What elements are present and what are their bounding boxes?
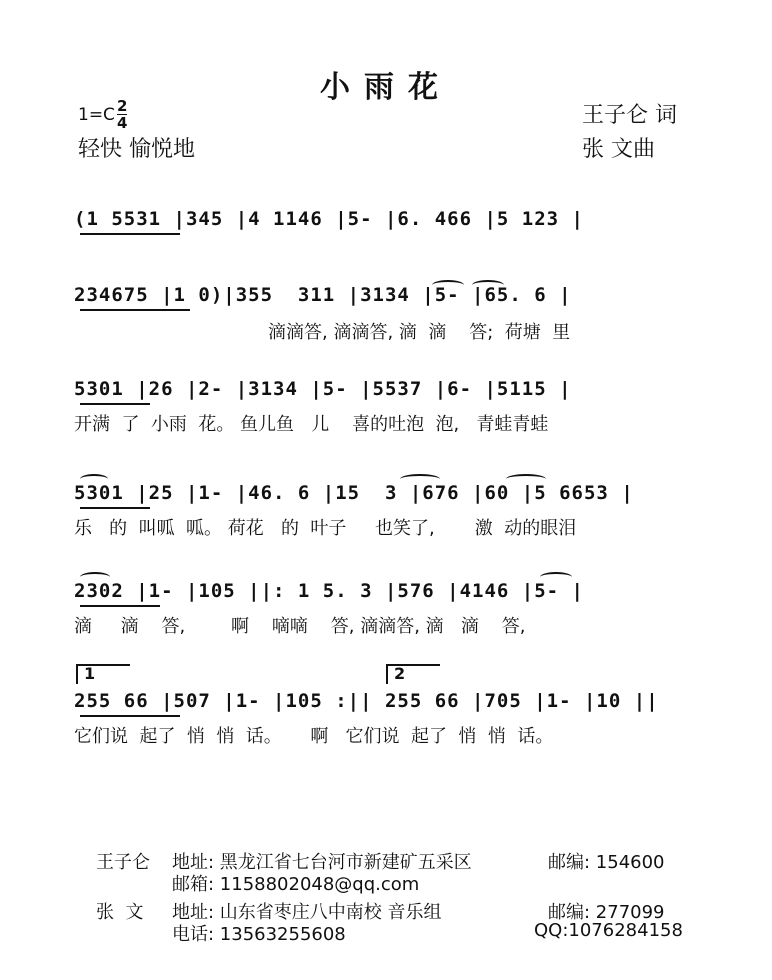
key-signature (78, 98, 127, 131)
contact-1-email: 邮箱: 1158802048@qq.com (172, 874, 420, 895)
slur-2 (472, 280, 504, 290)
contact-2-qq: QQ:1076284158 (534, 920, 683, 941)
slur-4 (400, 474, 440, 484)
slur-1 (432, 280, 464, 290)
beam-line-1 (80, 233, 180, 235)
key-label: 1=C (78, 104, 115, 125)
lyric-line-5: 滴 滴 答, 啊 嘀嘀 答, 滴滴答, 滴 滴 答, (74, 616, 526, 637)
score-line-4: 5301 |25 |1- |46. 6 |15 3 |676 |60 |5 6653 | (74, 482, 634, 504)
lyric-line-4: 乐 的 叫呱 呱。 荷花 的 叶子 也笑了, 激 动的眼泪 (74, 518, 577, 539)
beam-line-2 (80, 309, 190, 311)
slur-7 (540, 572, 572, 582)
song-title: 小雨花 (320, 70, 452, 105)
beam-line-3 (80, 403, 150, 405)
score-line-1: (1 5531 |345 |4 1146 |5- |6. 466 |5 123 | (74, 208, 584, 230)
score-line-2: 234675 |1 0)|355 311 |3134 |5- |65. 6 | (74, 284, 572, 306)
lyric-line-2: 滴滴答, 滴滴答, 滴 滴 答; 荷塘 里 (268, 322, 571, 343)
tempo-marking: 轻快 愉悦地 (78, 137, 195, 162)
contact-1-address: 地址: 黑龙江省七台河市新建矿五采区 (172, 852, 472, 873)
slur-5 (506, 474, 546, 484)
lyricist-credit: 王子仑 词 (582, 103, 677, 128)
contact-2-name: 张 文 (96, 902, 144, 923)
volta-1-label: 1 (84, 664, 96, 683)
contact-2-address: 地址: 山东省枣庄八中南校 音乐组 (172, 902, 442, 923)
contact-2-phone: 电话: 13563255608 (172, 924, 346, 945)
lyric-line-6: 它们说 起了 悄 悄 话。 啊 它们说 起了 悄 悄 话。 (74, 726, 554, 747)
beam-line-5 (80, 605, 160, 607)
contact-1-postcode: 邮编: 154600 (548, 852, 665, 873)
time-sig-bottom: 4 (116, 114, 128, 132)
contact-2-postcode: 邮编: 277099 (548, 902, 665, 923)
slur-3 (80, 474, 108, 484)
contact-1-name: 王子仑 (96, 852, 150, 873)
volta-1-left (76, 664, 78, 684)
beam-line-6 (80, 715, 180, 717)
score-line-6: 255 66 |507 |1- |105 :|| 255 66 |705 |1- |10 || (74, 690, 659, 712)
score-line-3: 5301 |26 |2- |3134 |5- |5537 |6- |5115 | (74, 378, 572, 400)
score-line-5: 2302 |1- |105 ||: 1 5. 3 |576 |4146 |5- | (74, 580, 584, 602)
time-signature (117, 98, 127, 131)
beam-line-4 (80, 507, 150, 509)
composer-credit: 张 文曲 (582, 137, 655, 162)
volta-2-label: 2 (394, 664, 406, 683)
slur-6 (80, 572, 110, 582)
time-sig-top: 2 (116, 97, 128, 115)
volta-2-left (386, 664, 388, 684)
lyric-line-3: 开满 了 小雨 花。 鱼儿鱼 儿 喜的吐泡 泡, 青蛙青蛙 (74, 414, 549, 435)
